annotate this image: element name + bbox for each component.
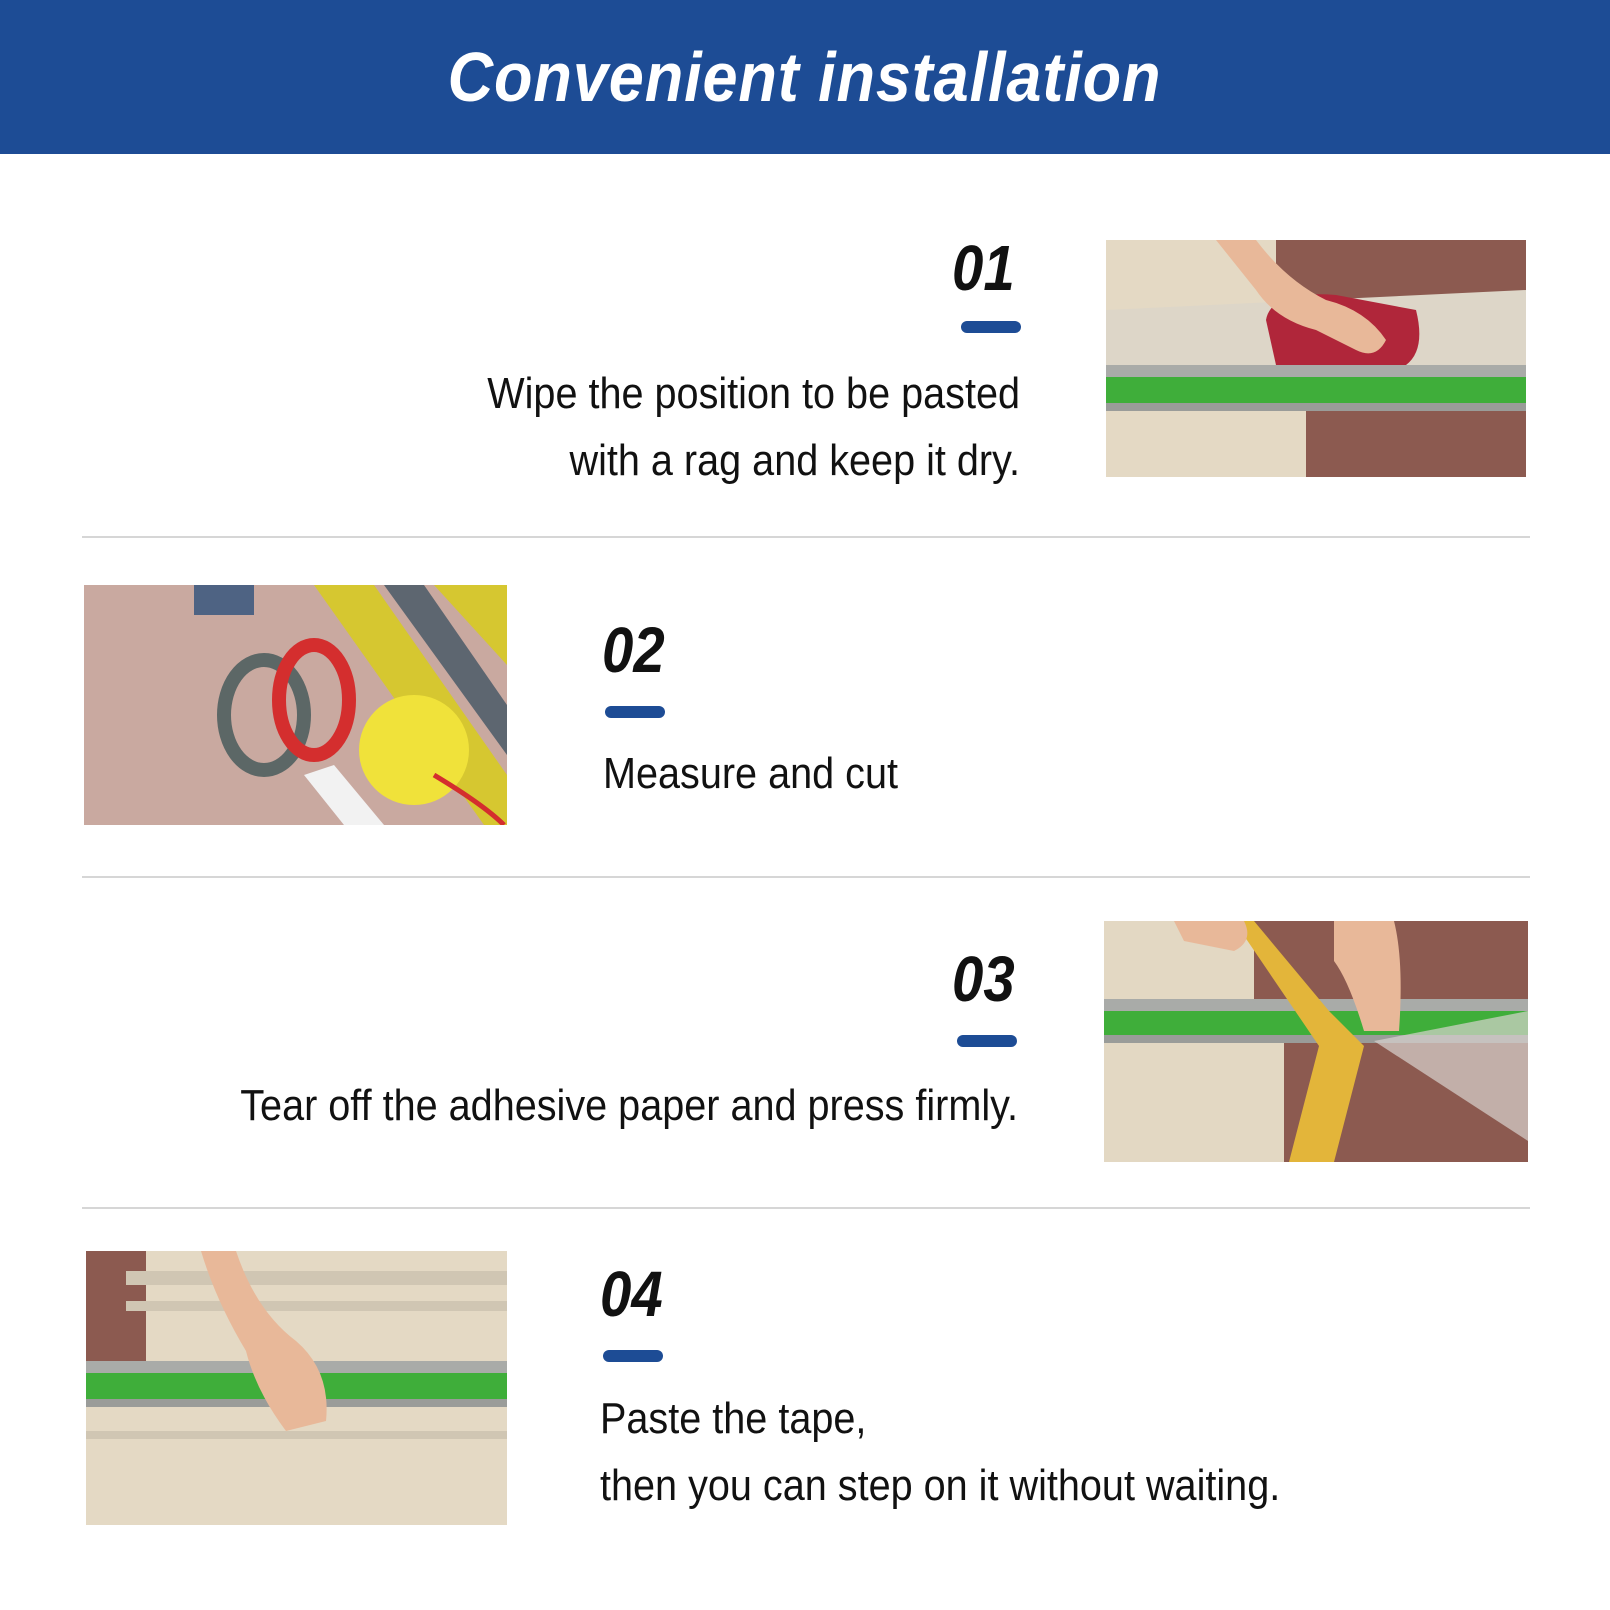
step-04-photo bbox=[86, 1251, 507, 1525]
step-03-line-1: Tear off the adhesive paper and press firmly. bbox=[240, 1081, 1018, 1130]
step-04-line-2: then you can step on it without waiting. bbox=[600, 1461, 1281, 1510]
step-03-photo bbox=[1104, 921, 1528, 1162]
step-01-line-2: with a rag and keep it dry. bbox=[569, 436, 1020, 485]
divider-3 bbox=[82, 1207, 1530, 1209]
step-01-dash bbox=[961, 321, 1021, 333]
step-01-photo bbox=[1106, 240, 1526, 477]
header-banner bbox=[0, 0, 1610, 154]
step-number-02: 02 bbox=[602, 614, 665, 686]
step-01-line-1: Wipe the position to be pasted bbox=[487, 369, 1020, 418]
divider-1 bbox=[82, 536, 1530, 538]
step-01-description bbox=[300, 360, 1020, 494]
step-number-01: 01 bbox=[952, 232, 1015, 304]
step-03-dash bbox=[957, 1035, 1017, 1047]
step-02-description bbox=[603, 740, 1413, 807]
step-02-line-1: Measure and cut bbox=[603, 749, 898, 798]
step-04-description bbox=[600, 1385, 1410, 1519]
divider-2 bbox=[82, 876, 1530, 878]
step-02-photo bbox=[84, 585, 507, 825]
step-02-dash bbox=[605, 706, 665, 718]
step-number-04: 04 bbox=[600, 1258, 663, 1330]
page-title: Convenient installation bbox=[448, 38, 1162, 116]
step-04-dash bbox=[603, 1350, 663, 1362]
step-03-description bbox=[28, 1072, 1018, 1139]
step-number-03: 03 bbox=[952, 943, 1015, 1015]
step-04-line-1: Paste the tape, bbox=[600, 1394, 867, 1443]
